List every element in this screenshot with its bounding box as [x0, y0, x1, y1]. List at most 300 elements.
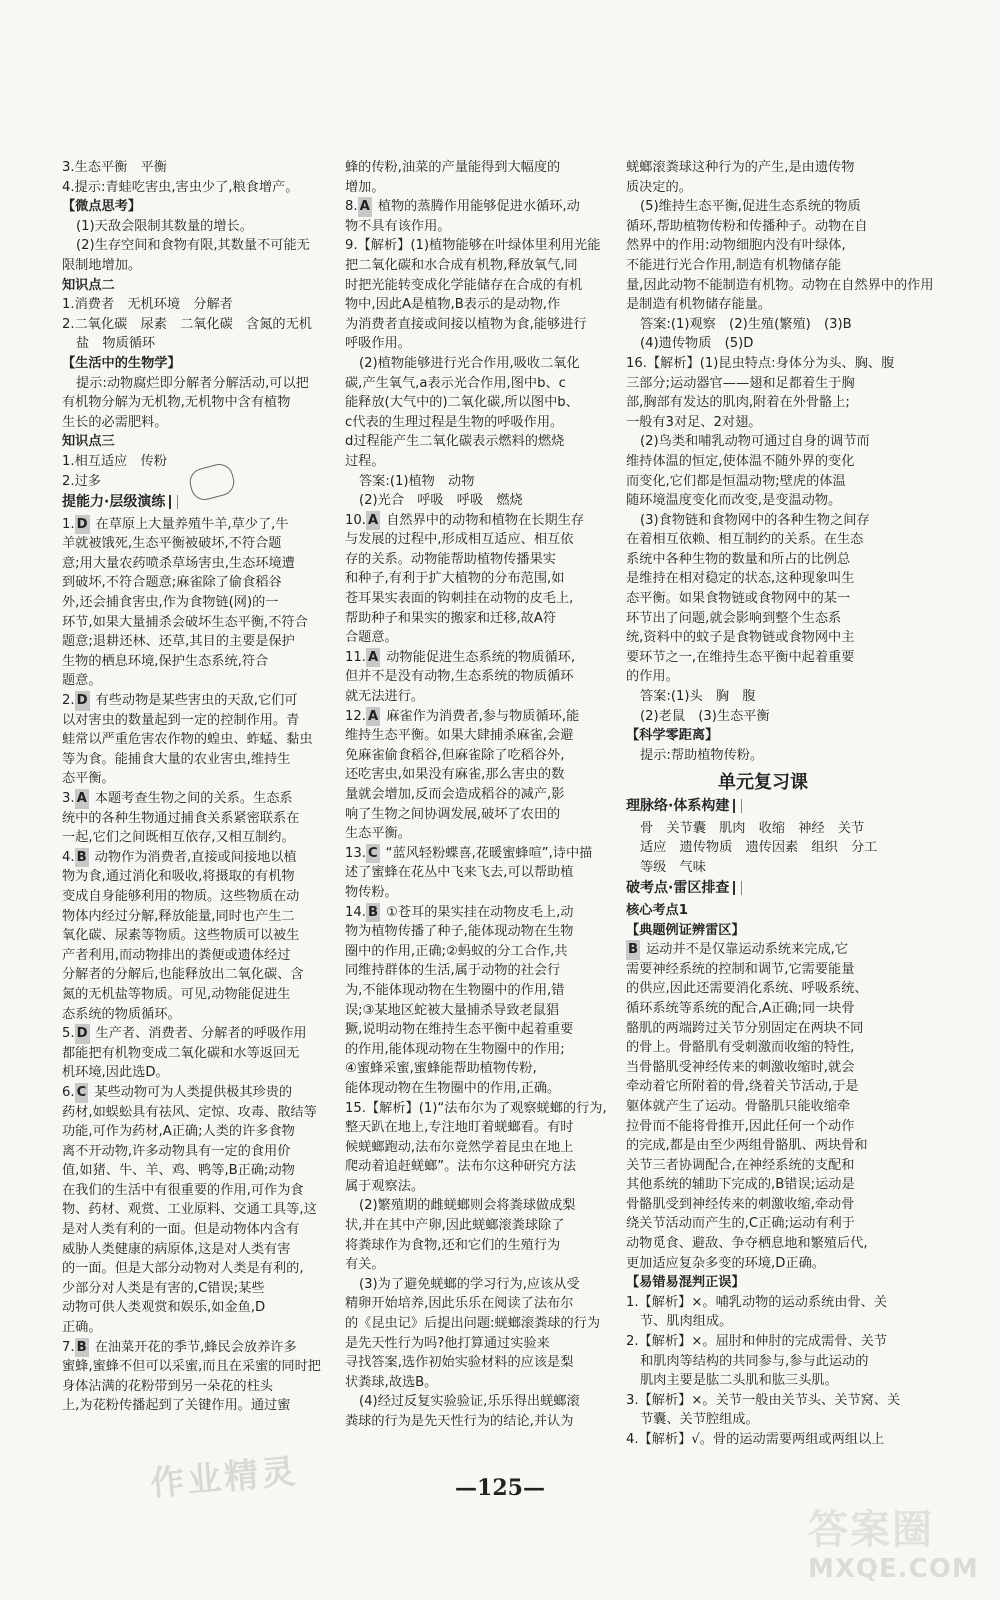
text-line	[62, 295, 340, 315]
line-text: 【解析】(1)植物能够在叶绿体里利用光能	[357, 238, 601, 254]
line-text: 环节,如果大量捕杀会破坏生态平衡,不符合	[62, 614, 308, 630]
line-text: 状,并在其中产卵,因此蜣螂滚粪球除了	[345, 1218, 565, 1234]
text-line	[345, 1099, 617, 1119]
text-line	[345, 1255, 617, 1275]
text-line	[62, 1122, 340, 1142]
text-line	[626, 858, 900, 878]
text-line	[62, 1377, 340, 1397]
text-line	[62, 907, 340, 927]
text-line	[626, 901, 900, 921]
text-line	[345, 726, 617, 746]
text-line	[62, 1103, 340, 1123]
line-text: 值,如猪、牛、羊、鸡、鸭等,B正确;动物	[62, 1163, 295, 1179]
text-line	[626, 511, 900, 531]
line-text: 某些动物可为人类提供极其珍贵的	[94, 1084, 293, 1100]
text-line	[62, 985, 340, 1005]
text-line	[345, 511, 617, 531]
line-text: 到破坏,不符合题意;麻雀除了偷食稻谷	[62, 575, 282, 591]
text-line	[62, 1161, 340, 1181]
text-line	[345, 648, 617, 668]
line-text: (2)光合 呼吸 呼吸 燃烧	[359, 493, 523, 509]
line-text: 2.过多	[62, 473, 101, 489]
text-line	[345, 1196, 617, 1216]
line-text: 把二氧化碳和水合成有机物,释放氧气,同	[345, 257, 578, 273]
line-text: 【微点思考】	[62, 199, 142, 215]
line-text: 在着相互依赖、相互制约的关系。在生态	[626, 532, 864, 548]
line-text: 题意。	[62, 673, 102, 689]
line-text: 候蜣螂跑动,法布尔竟然学着昆虫在地上	[345, 1139, 574, 1155]
line-text: 物为食,通过消化和吸收,将摄取的有机物	[62, 869, 295, 885]
line-text: 蜂的传粉,油菜的产量能得到大幅度的	[345, 160, 561, 175]
line-text: 【科学零距离】	[626, 728, 719, 744]
line-text: 破考点·雷区排查	[626, 880, 730, 897]
text-line	[626, 354, 900, 374]
line-text: 维持生态平衡。如果大肆捕杀麻雀,会避	[345, 728, 574, 744]
text-line	[345, 197, 617, 217]
line-text: 有些动物是某些害虫的天敌,它们可	[95, 693, 298, 709]
text-line	[345, 961, 617, 981]
line-text: 物中,因此A是植物,B表示的是动物,作	[345, 297, 561, 313]
line-text: (5)维持生态平衡,促进生态系统的物质	[640, 199, 861, 215]
text-line	[62, 1259, 340, 1279]
line-text: 态系统的物质循环。	[62, 1006, 181, 1022]
line-text: 碳,产生氧气,a表示光合作用,图中b、c	[345, 375, 566, 391]
text-line	[626, 1254, 900, 1274]
text-line	[626, 178, 900, 198]
line-text: 随环境温度变化而改变,是变温动物。	[626, 493, 842, 509]
line-text: 当骨骼肌受神经传来的刺激收缩时,就会	[626, 1059, 855, 1075]
text-line	[62, 534, 340, 554]
line-text: 量,因此动物不能制造有机物。动物在自然界中的作用	[626, 277, 934, 293]
line-text: 质决定的。	[626, 179, 692, 195]
line-text: 提示:动物腐烂即分解者分解活动,可以把	[76, 375, 309, 391]
text-line	[345, 1001, 617, 1021]
line-text: 限制地增加。	[62, 257, 142, 273]
text-line	[345, 393, 617, 413]
line-text: 和肌肉等结构的共同参与,参与此运动的	[640, 1353, 869, 1369]
line-text: 是维持在相对稳定的状态,这种现象叫生	[626, 571, 855, 587]
text-line	[626, 158, 900, 178]
text-line	[345, 667, 617, 687]
text-line	[345, 217, 617, 237]
text-line	[62, 158, 340, 178]
question-number: 2.	[62, 693, 75, 709]
line-text: 的供应,因此还需要消化系统、呼吸系统、	[626, 981, 868, 997]
text-line	[345, 1177, 617, 1197]
line-text: 生产者、消费者、分解者的呼吸作用	[95, 1026, 307, 1042]
text-line	[345, 589, 617, 609]
text-line	[62, 1357, 340, 1377]
text-line	[345, 550, 617, 570]
line-text: 而变化,它们都是恒温动物;壁虎的体温	[626, 473, 846, 489]
text-line	[626, 1136, 900, 1156]
watermark-logo-text: 答案圈	[808, 1507, 934, 1553]
answer-letter: B	[366, 903, 380, 923]
line-text: (4)经过反复实验验证,乐乐得出蜣螂滚	[359, 1394, 580, 1410]
text-line	[626, 1273, 900, 1293]
text-line	[345, 1412, 617, 1432]
line-text: 【解析】×。关节一般由关节头、关节窝、关	[638, 1392, 901, 1408]
line-text: 循环,帮助植物传粉和传播种子。动物在自	[626, 218, 868, 234]
text-line	[626, 295, 900, 315]
line-text: 拉骨而不能将骨推开,因此任何一个动作	[626, 1118, 855, 1134]
text-line	[626, 1175, 900, 1195]
line-text: (3)食物链和食物网中的各种生物之间存	[640, 512, 870, 528]
text-line	[62, 515, 340, 535]
text-line	[62, 217, 340, 237]
text-line	[626, 1077, 900, 1097]
text-line	[626, 334, 900, 354]
answer-letter: B	[75, 1338, 89, 1358]
text-line	[345, 315, 617, 335]
line-text: 的《昆虫记》后提出问题:蜣螂滚粪球的行为	[345, 1316, 601, 1332]
text-line	[62, 946, 340, 966]
line-text: 增加。	[345, 179, 385, 195]
line-text: 合题意。	[345, 630, 398, 646]
text-line	[62, 613, 340, 633]
text-line	[62, 1220, 340, 1240]
text-line	[626, 589, 900, 609]
section-bar-icon	[733, 881, 742, 895]
line-text: (2)繁殖期的雌蜣螂则会将粪球做成梨	[359, 1198, 576, 1214]
line-text: 存的关系。动物能帮助植物传播果实	[345, 551, 556, 567]
line-text: 的完成,都是由至少两组骨骼肌、两块骨和	[626, 1138, 868, 1154]
text-line	[62, 711, 340, 731]
line-text: 提能力·层级演练	[62, 494, 166, 511]
text-line	[626, 838, 900, 858]
line-text: 知识点三	[62, 434, 115, 450]
text-line	[626, 667, 900, 687]
line-text: 为消费者直接或间接以植物为食,能够进行	[345, 316, 587, 332]
line-text: 1.相互适应 传粉	[62, 453, 167, 469]
line-text: 循环系统等系统的配合,A正确;同一块骨	[626, 1000, 855, 1016]
line-text: 响了生物之间协调发展,破坏了农田的	[345, 806, 561, 822]
text-line	[62, 789, 340, 809]
text-line	[626, 569, 900, 589]
text-line	[345, 1079, 617, 1099]
question-number: 16.	[626, 355, 647, 371]
text-line	[626, 1214, 900, 1234]
line-text: 麻雀作为消费者,参与物质循环,能	[386, 708, 580, 724]
text-line	[626, 979, 900, 999]
line-text: 少部分对人类是有害的,C错误;某些	[62, 1280, 265, 1296]
text-line	[345, 472, 617, 492]
line-text: 的骨上。骨骼肌有受刺激而收缩的特性,	[626, 1040, 855, 1056]
line-text: 维持体温的恒定,使体温不随外界的变化	[626, 453, 855, 469]
text-line	[626, 819, 900, 839]
line-text: 量就会增加,反而会造成稻谷的减产,影	[345, 787, 565, 802]
column-right	[626, 158, 934, 1450]
text-line	[62, 926, 340, 946]
section-heading	[626, 797, 900, 817]
text-line	[62, 1142, 340, 1162]
text-line	[62, 1200, 340, 1220]
text-line	[62, 236, 340, 256]
answer-letter: A	[358, 197, 372, 217]
text-line	[62, 1063, 340, 1083]
line-text: 物、药材、观赏、工业原料、交通工具等,这	[62, 1202, 317, 1218]
line-text: 爬动着追赶蜣螂”。法布尔这种研究方法	[345, 1159, 577, 1175]
line-text: (4)遗传物质 (5)D	[640, 336, 754, 352]
text-line	[626, 1410, 900, 1430]
line-text: 植物的蒸腾作用能够促进水循环,动	[377, 199, 580, 215]
line-text: 【解析】√。骨的运动需要两组或两组以上	[638, 1432, 885, 1447]
line-text: 蜣螂滚粪球这种行为的产生,是由遗传物	[626, 160, 855, 175]
line-text: 运动并不是仅靠运动系统来完成,它	[646, 942, 849, 958]
line-text: 有关。	[345, 1257, 385, 1273]
line-text: 躯体就产生了运动。骨骼肌只能收缩牵	[626, 1098, 851, 1114]
line-text: 【典题例证辨雷区】	[626, 922, 745, 938]
line-text: 节囊、关节腔组成。	[640, 1412, 759, 1428]
line-text: 态平衡。如果食物链或食物网中的某一	[626, 591, 851, 607]
line-text: 獗,说明动物在维持生态平衡中起着重要	[345, 1022, 574, 1038]
line-text: 动物作为消费者,直接或间接地以植	[94, 849, 297, 865]
question-number: 2.	[626, 1334, 639, 1350]
text-line	[62, 1318, 340, 1338]
line-text: 牵动着它所附着的骨,绕着关节活动,于是	[626, 1079, 859, 1095]
line-text: 物不具有该作用。	[345, 218, 451, 234]
text-line	[626, 707, 900, 727]
line-text: 的作用,能体现动物在生物圈中的作用;	[345, 1041, 565, 1057]
line-text: 关节三者协调配合,在神经系统的支配和	[626, 1157, 855, 1173]
line-text: 上,为花粉传播起到了关键作用。通过蜜	[62, 1398, 291, 1414]
line-text: 寻找答案,选作初始实验材料的应该是梨	[345, 1355, 574, 1371]
text-line	[626, 921, 900, 941]
text-line	[345, 569, 617, 589]
text-line	[626, 746, 900, 766]
line-text: 生物的栖息环境,保护生态系统,符合	[62, 653, 269, 669]
line-text: 威胁人类健康的病原体,这是对人类有害	[62, 1241, 291, 1257]
text-line	[345, 413, 617, 433]
line-text: 【解析】×。屈肘和伸肘的完成需骨、关节	[638, 1334, 888, 1350]
line-text: c代表的生理过程是生物的呼吸作用。	[345, 414, 564, 430]
text-line	[345, 765, 617, 785]
line-text: 绕关节活动而产生的,C正确;运动有利于	[626, 1216, 855, 1232]
answer-letter: A	[366, 707, 380, 727]
line-text: 一起,它们之间既相互依存,又相互制约。	[62, 830, 295, 846]
line-text: 和种子,有利于扩大植物的分布范围,如	[345, 571, 565, 587]
line-text: 4.提示:青蛙吃害虫,害虫少了,粮食增产。	[62, 179, 299, 195]
text-line	[62, 1181, 340, 1201]
line-text: 【生活中的生物学】	[62, 355, 181, 371]
question-number: 1.	[626, 1294, 639, 1310]
text-line	[626, 393, 900, 413]
line-text: 生态平衡。	[345, 826, 411, 842]
line-text: 以对害虫的数量起到一定的控制作用。青	[62, 712, 300, 728]
text-line	[626, 550, 900, 570]
text-line	[62, 573, 340, 593]
line-text: 骨骼肌受到神经传来的刺激收缩,牵动骨	[626, 1196, 855, 1212]
line-text: (2)老鼠 (3)生态平衡	[640, 708, 770, 724]
line-text: 精卵开始培养,因此乐乐在阅读了法布尔	[345, 1296, 574, 1312]
text-line	[62, 432, 340, 452]
line-text: 【易错易混判正误】	[626, 1275, 745, 1291]
line-text: 过程。	[345, 453, 385, 469]
line-text: ④蜜蜂采蜜,蜜蜂能帮助植物传粉,	[345, 1061, 537, 1077]
text-line	[345, 452, 617, 472]
line-text: 一般有3对足、2对翅。	[626, 414, 762, 430]
text-line	[345, 374, 617, 394]
line-text: 述了蜜蜂在花丛中飞来飞去,可以帮助植	[345, 865, 574, 881]
text-line	[626, 1391, 900, 1411]
line-text: 不能进行光合作用,制造有机物储存能	[626, 257, 842, 273]
text-line	[626, 256, 900, 276]
line-text: 是对人类有利的一面。但是动物体内含有	[62, 1222, 300, 1238]
text-line	[626, 491, 900, 511]
line-text: 圈中的作用,正确;②蚂蚁的分工合作,共	[345, 943, 568, 959]
line-text: 理脉络·体系构建	[626, 798, 730, 814]
text-line	[62, 769, 340, 789]
answer-letter: B	[75, 848, 89, 868]
line-text: 核心考点1	[626, 902, 688, 918]
text-line	[62, 867, 340, 887]
line-text: 节、肌肉组成。	[640, 1314, 733, 1330]
text-line	[345, 491, 617, 511]
text-line	[626, 197, 900, 217]
line-text: 生长的必需肥料。	[62, 414, 168, 430]
text-line	[626, 960, 900, 980]
question-number: 4.	[626, 1432, 639, 1447]
line-text: 更加适应复杂多变的环境,D正确。	[626, 1255, 825, 1271]
line-text: 离不开动物,许多动物具有一定的食用价	[62, 1143, 291, 1159]
line-text: 产者利用,而动物排出的粪便或遗体经过	[62, 947, 291, 963]
text-line	[626, 1430, 900, 1450]
text-line	[345, 530, 617, 550]
question-number: 15.	[345, 1100, 366, 1116]
answer-letter: A	[366, 511, 380, 531]
text-line	[345, 942, 617, 962]
text-line	[626, 413, 900, 433]
section-bar-icon	[169, 495, 178, 509]
line-text: 呼吸作用。	[345, 336, 411, 352]
text-line	[62, 354, 340, 374]
line-text: 物为植物传播了种子,能体现动物在生物	[345, 924, 574, 940]
text-line	[62, 334, 340, 354]
text-line	[62, 632, 340, 652]
line-text: 在草原上大量养殖牛羊,草少了,牛	[95, 516, 289, 532]
text-line	[345, 1216, 617, 1236]
line-text: 在油菜开花的季节,蜂民会放养许多	[94, 1339, 297, 1355]
line-text: 与发展的过程中,形成相互适应、相互依	[345, 532, 574, 548]
line-text: 盐 物质循环	[76, 336, 156, 352]
text-line	[626, 726, 900, 746]
section-bar-icon	[733, 799, 742, 813]
text-line	[626, 1312, 900, 1332]
line-text: 骨 关节囊 肌肉 收缩 神经 关节	[640, 820, 865, 836]
text-line	[62, 828, 340, 848]
text-line	[626, 1058, 900, 1078]
text-line	[345, 628, 617, 648]
line-text: (2)鸟类和哺乳动物可通过自身的调节而	[640, 434, 870, 450]
line-text: 答案:(1)观察 (2)生殖(繁殖) (3)B	[640, 316, 852, 332]
text-line	[626, 628, 900, 648]
line-text: 统中的各种生物通过捕食关系紧密联系在	[62, 810, 300, 826]
line-text: 题意;退耕还林、还草,其目的主要是保护	[62, 634, 295, 650]
line-text: 1.消费者 无机环境 分解者	[62, 297, 233, 313]
text-line	[626, 1352, 900, 1372]
question-number: 6.	[62, 1084, 75, 1100]
line-text: 需要神经系统的控制和调节,它需要能量	[626, 961, 855, 977]
line-text: 将粪球作为食物,还和它们的生殖行为	[345, 1237, 561, 1253]
text-line	[62, 652, 340, 672]
text-line	[345, 1040, 617, 1060]
text-line	[62, 178, 340, 198]
text-line	[345, 844, 617, 864]
line-text: 还吃害虫,如果没有麻雀,那么害虫的数	[345, 767, 565, 783]
text-line	[62, 315, 340, 335]
text-line	[62, 1298, 340, 1318]
line-text: 氧化碳、尿素等物质。这些物质可以被生	[62, 928, 300, 944]
line-text: 能释放(大气中的)二氧化碳,所以图中b、	[345, 395, 579, 411]
watermark-logo	[808, 1498, 979, 1584]
text-line	[345, 922, 617, 942]
line-text: 环节出了问题,就会影响到整个生态系	[626, 610, 842, 626]
line-text: 的一面。但是大部分动物对人类是有利的,	[62, 1261, 304, 1277]
line-text: 动物能促进生态系统的物质循环,	[386, 649, 576, 665]
text-line	[345, 707, 617, 727]
line-text: (2)植物能够进行光合作用,吸收二氧化	[359, 355, 580, 371]
text-line	[345, 334, 617, 354]
text-line	[345, 1373, 617, 1393]
text-line	[62, 413, 340, 433]
line-text: 的作用。	[626, 669, 679, 685]
answer-letter: C	[366, 844, 380, 864]
line-text: 机环境,因此选D。	[62, 1065, 169, 1081]
watermark-left: 作业精灵	[148, 1451, 300, 1505]
line-text: 能体现动物在生物圈中的作用,正确。	[345, 1080, 561, 1096]
text-line	[62, 593, 340, 613]
question-number: 3.	[626, 1392, 639, 1408]
text-line	[626, 1156, 900, 1176]
line-text: 为,不能体现动物在生物圈中的作用,错	[345, 982, 565, 998]
text-line	[345, 883, 617, 903]
line-text: 系统中各种生物的数量和所占的比例总	[626, 551, 851, 567]
line-text: 苍耳果实表面的钩刺挂在动物的皮毛上,	[345, 591, 574, 607]
line-text: 适应 遗传物质 遗传因素 组织 分工	[640, 840, 878, 856]
line-text: 有机物分解为无机物,无机物中含有植物	[62, 395, 291, 411]
text-line	[345, 785, 617, 805]
text-line	[345, 1392, 617, 1412]
line-text: 部,胸部有发达的肌肉,附着在外骨骼上;	[626, 395, 850, 411]
question-number: 14.	[345, 904, 366, 920]
question-number: 4.	[62, 849, 75, 865]
text-line	[345, 746, 617, 766]
answer-letter: D	[75, 1024, 90, 1044]
text-line	[626, 1332, 900, 1352]
line-text: 等级 气味	[640, 859, 706, 875]
line-text: 物体内经过分解,释放能量,同时也产生二	[62, 908, 295, 924]
answer-letter: D	[75, 515, 90, 535]
column-right-bottom	[626, 797, 900, 1450]
text-line	[62, 1396, 340, 1416]
text-line	[345, 1157, 617, 1177]
unit-review-title: 单元复习课	[718, 772, 808, 794]
text-line	[626, 609, 900, 629]
text-line	[62, 374, 340, 394]
answer-letter: D	[75, 691, 90, 711]
text-line	[626, 452, 900, 472]
text-line	[345, 432, 617, 452]
text-line	[345, 236, 617, 256]
text-line	[626, 217, 900, 237]
text-line	[345, 295, 617, 315]
text-line	[62, 730, 340, 750]
text-line	[62, 1024, 340, 1044]
text-line	[626, 1293, 900, 1313]
section-heading	[626, 879, 900, 899]
line-text: 动物可供人类观赏和娱乐,如金鱼,D	[62, 1300, 266, 1316]
line-text: 误;③某地区蛇被大量捕杀导致老鼠猖	[345, 1002, 560, 1018]
